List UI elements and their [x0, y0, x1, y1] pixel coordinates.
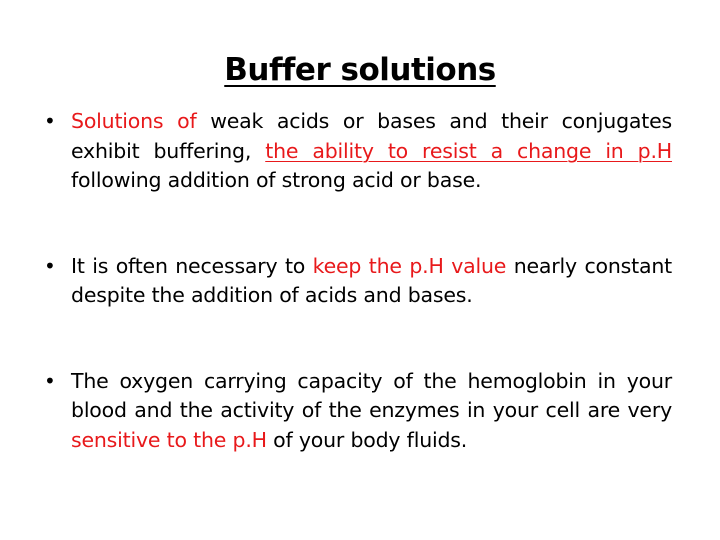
body-text: following addition of strong acid or base. [71, 168, 482, 192]
body-text: nearly constant despite the addition of acids and bases. [71, 253, 672, 307]
body-text: weak acids or bases and their conjugates exhibit buffering, [71, 109, 673, 163]
body-text: The oxygen carrying capacity of the hemoglobin in your blood and the activity of the enzymes in your cell are very [71, 368, 672, 422]
bullet-item-constant-ph [44, 252, 672, 311]
bullet-dot-icon: • [44, 368, 56, 393]
body-text: It is often necessary to [71, 253, 313, 278]
body-text: of your body fluids. [266, 427, 468, 452]
highlight-text: sensitive to the p.H [71, 427, 267, 452]
highlight-text: Solutions of [71, 109, 197, 133]
bullet-item-hemoglobin [44, 367, 672, 456]
slide-title: Buffer solutions [224, 52, 496, 88]
bullet-list [44, 107, 672, 455]
bullet-item-buffering [44, 107, 672, 196]
bullet-dot-icon: • [44, 109, 56, 133]
bullet-dot-icon: • [44, 253, 56, 278]
highlight-text: keep the p.H value [312, 253, 507, 278]
highlight-underlined-text: the ability to resist a change in p.H [265, 138, 673, 163]
